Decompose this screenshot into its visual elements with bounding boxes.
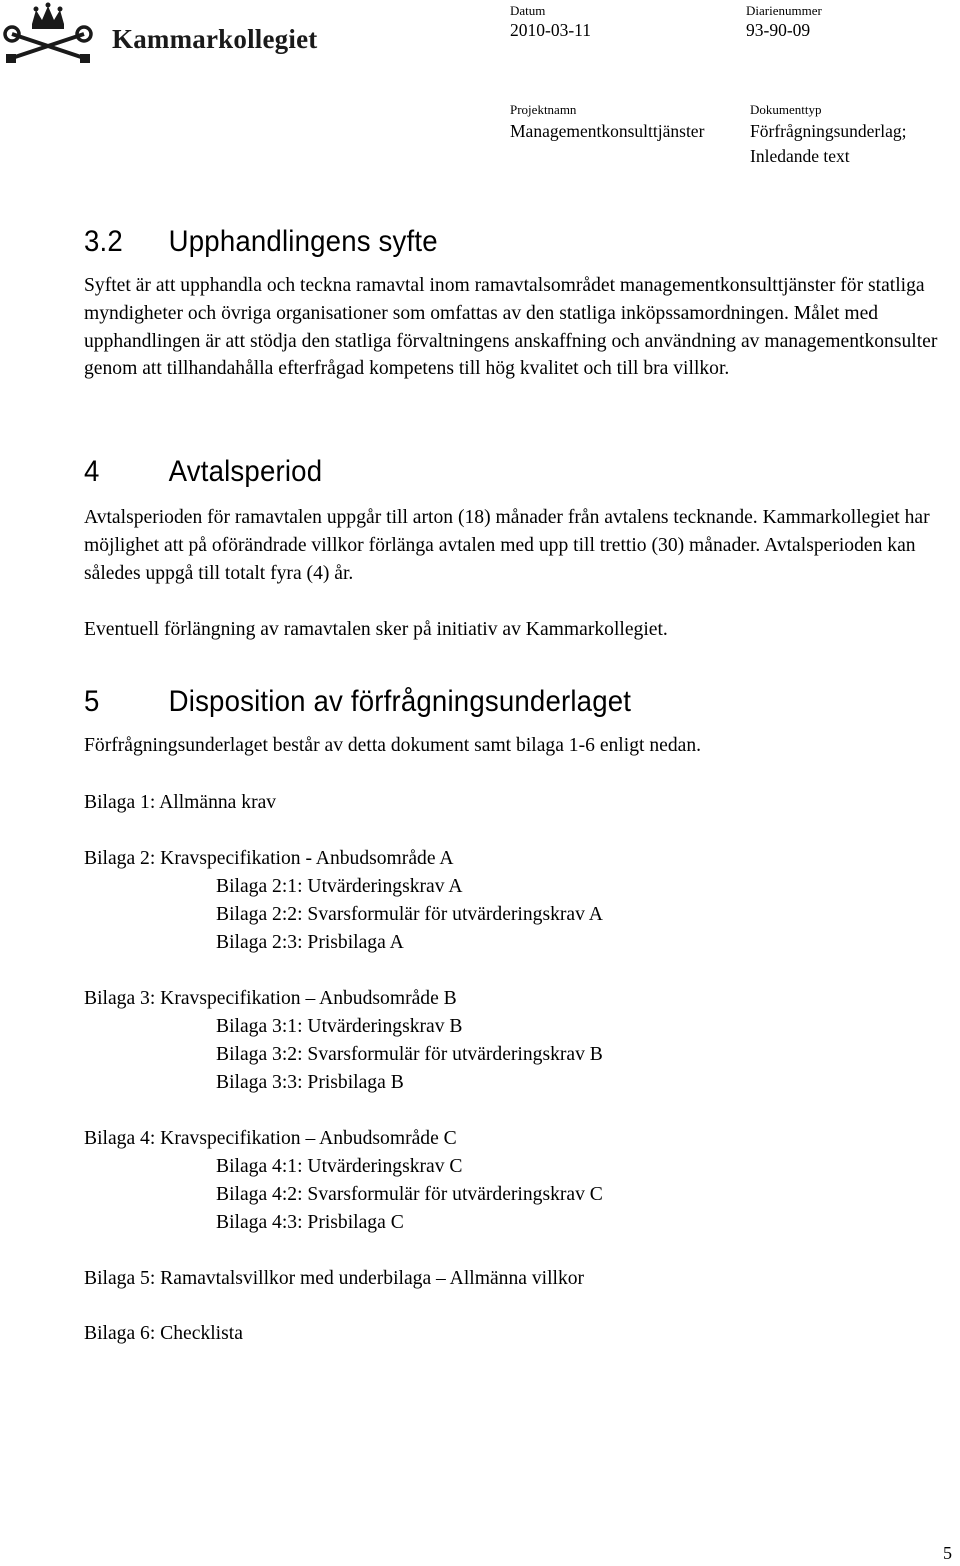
date-value: 2010-03-11 (510, 20, 592, 40)
bilaga-subitem: Bilaga 3:1: Utvärderingskrav B (216, 1016, 463, 1037)
bilaga-subitem: Bilaga 3:3: Prisbilaga B (216, 1072, 404, 1093)
doctype-label: Dokumenttyp (750, 102, 822, 117)
bilaga-item: Bilaga 2: Kravspecifikation - Anbudsområde A (84, 848, 454, 869)
project-value: Managementkonsulttjänster (510, 121, 705, 141)
diary-label: Diarienummer (746, 3, 822, 18)
section-5-intro: Förfrågningsunderlaget består av detta dokument samt bilaga 1-6 enligt nedan. (84, 735, 702, 756)
diary-value: 93-90-09 (746, 20, 811, 40)
doctype-value-line1: Förfrågningsunderlag; (750, 121, 907, 141)
bilaga-subitem: Bilaga 2:1: Utvärderingskrav A (216, 876, 463, 897)
bilaga-subitem: Bilaga 2:3: Prisbilaga A (216, 932, 404, 953)
section-heading-3-2 (84, 225, 438, 259)
section-title: Avtalsperiod (168, 455, 323, 488)
page-number: 5 (943, 1543, 952, 1563)
bilaga-item: Bilaga 5: Ramavtalsvillkor med underbilaga – Allmänna villkor (84, 1268, 585, 1289)
section-4-extension-note: Eventuell förlängning av ramavtalen sker på initiativ av Kammarkollegiet. (84, 619, 668, 640)
bilaga-subitem: Bilaga 4:3: Prisbilaga C (216, 1212, 404, 1233)
section-heading-4 (84, 455, 322, 489)
kammarkollegiet-logo (2, 2, 322, 66)
bilaga-subitem: Bilaga 4:1: Utvärderingskrav C (216, 1156, 463, 1177)
section-4-body: Avtalsperioden för ramavtalen uppgår till arton (18) månader från avtalens tecknande. Kammarkollegiet har möjlighet att på oförändrade villkor förlänga avtalen med upp till trettio (30) månader. Avtalsperioden kan således uppgå till totalt fyra (4) år. (84, 507, 930, 584)
section-number: 3.2 (84, 225, 123, 258)
bilaga-subitem: Bilaga 3:2: Svarsformulär för utvärderingskrav B (216, 1044, 603, 1065)
bilaga-item: Bilaga 1: Allmänna krav (84, 792, 277, 813)
section-title: Disposition av förfrågningsunderlaget (168, 685, 632, 718)
logo-wordmark: Kammarkollegiet (112, 24, 318, 54)
doctype-value-line2: Inledande text (750, 146, 850, 166)
section-3-2-body: Syftet är att upphandla och teckna ramavtal inom ramavtalsområdet managementkonsulttjänster för statliga myndigheter och övriga organisationer som omfattas av den statliga inköpssamordningen. Målet med upphandlingen är att stödja den statliga förvaltningens anskaffning och användning av managementkonsulter genom att tillhandahålla efterfrågad kompetens till hög kvalitet och till bra villkor. (84, 275, 938, 380)
project-label: Projektnamn (510, 102, 577, 117)
bilaga-item: Bilaga 3: Kravspecifikation – Anbudsområde B (84, 988, 457, 1009)
bilaga-item: Bilaga 6: Checklista (84, 1323, 243, 1344)
section-title: Upphandlingens syfte (168, 225, 438, 258)
crown-keys-icon (2, 2, 108, 66)
section-heading-5 (84, 685, 631, 719)
date-label: Datum (510, 3, 546, 18)
bilaga-subitem: Bilaga 4:2: Svarsformulär för utvärderingskrav C (216, 1184, 603, 1205)
bilaga-item: Bilaga 4: Kravspecifikation – Anbudsområde C (84, 1128, 457, 1149)
bilaga-subitem: Bilaga 2:2: Svarsformulär för utvärderingskrav A (216, 904, 603, 925)
section-number: 4 (84, 455, 100, 488)
section-number: 5 (84, 685, 100, 718)
